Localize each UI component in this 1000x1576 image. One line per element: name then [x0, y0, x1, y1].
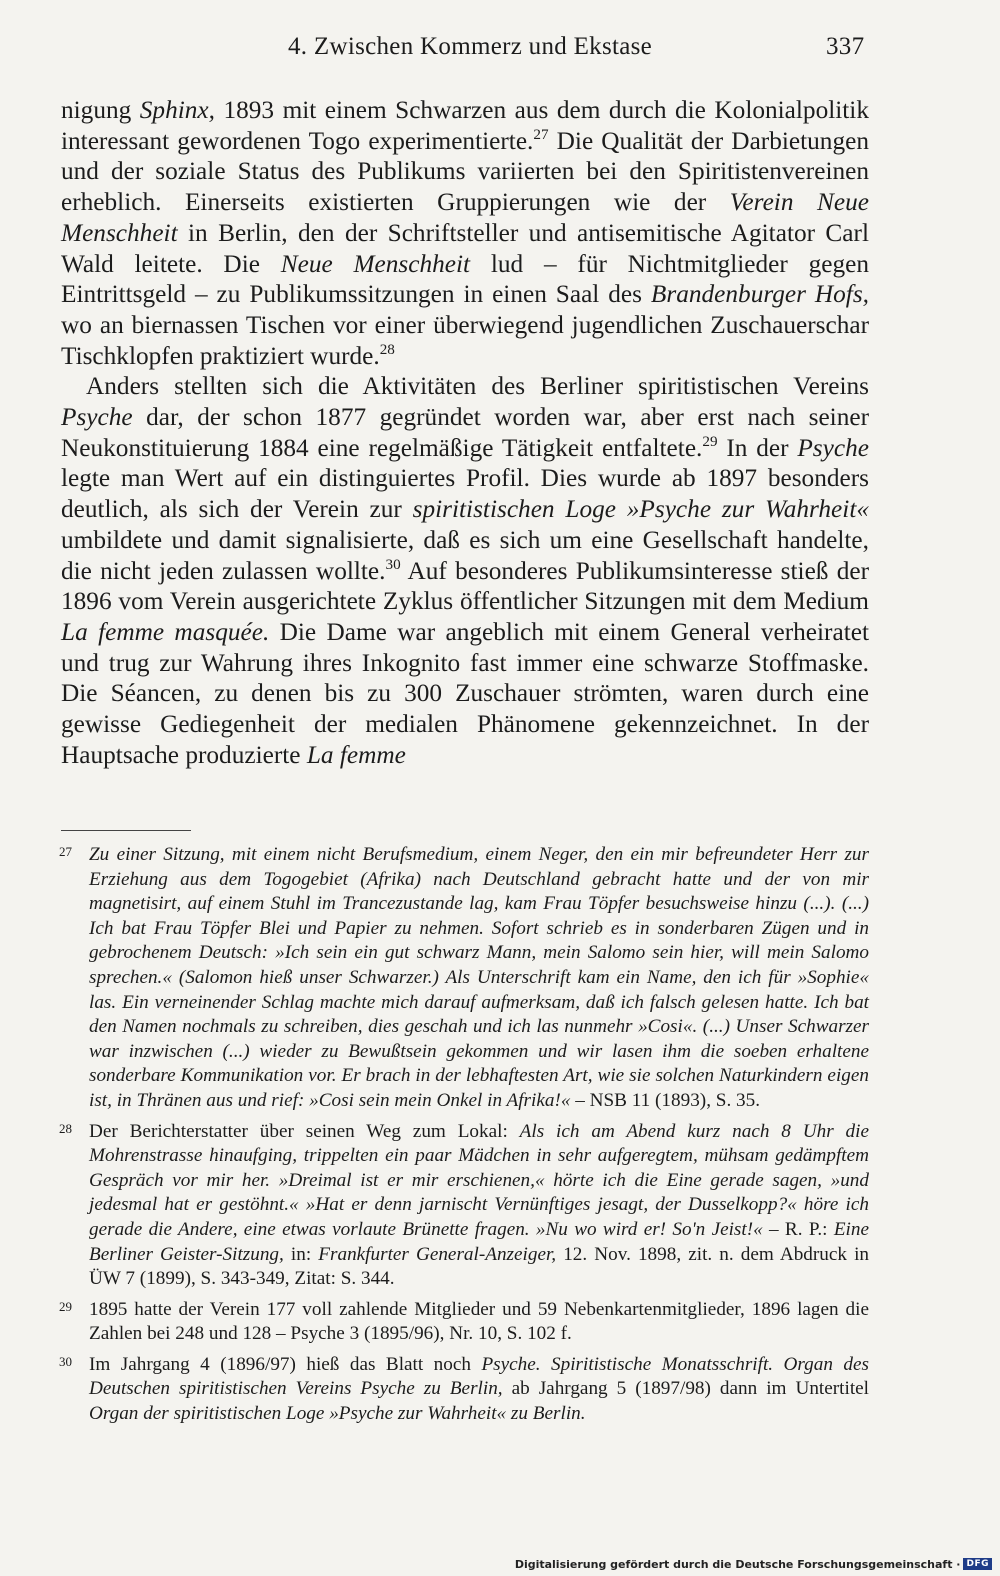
text-span: lud – für Nichtmitglieder gegen Eintrittsgeld – zu Publikumssitzungen in einen Saal des — [61, 249, 870, 309]
text-span: dar, der schon 1877 gegründet worden war, aber erst nach seiner Neukonstituierung 1884 eine regelmäßige Tätigkeit entfaltete. — [61, 403, 869, 462]
footnote-text: in: — [283, 1243, 319, 1265]
text-span: Die Dame war angeblich mit einem General verheiratet und trug zur Wahrung ihres Inkognito fast immer eine schwarze Stoffmaske. Die Séancen, zu denen bis zu 300 Zuschauer strömten, waren durch eine gewisse Gediegenheit der medialen Phänomene gekennzeichnet. In der Hauptsache produzierte — [61, 617, 869, 769]
footnote-ref-27: 27 — [533, 125, 549, 143]
footnote-ref-28: 28 — [379, 340, 395, 358]
text-span: umbildete und damit signalisierte, daß es sich um eine Gesellschaft handelte, die nicht jeden zulassen wollte. — [61, 525, 869, 585]
paragraph-2 — [61, 371, 869, 770]
page-number: 337 — [826, 33, 865, 60]
footnote-title: Eine Berliner Geister-Sitzung, — [89, 1218, 869, 1265]
text-span: wo an biernassen Tischen vor einer überwiegend jugendlichen Zuschauerschar Tischklopfen praktiziert wurde. — [61, 310, 869, 370]
text-span: 1893 mit einem Schwarzen aus dem durch die Kolonialpolitik interessant gewordenen Togo experimentierte. — [61, 96, 869, 155]
italic-term: Brandenburger Hofs, — [650, 280, 870, 309]
footnote-text: 1895 hatte der Verein 177 voll zahlende Mitglieder und 59 Nebenkartenmitglieder, 1896 lagen die Zahlen bei 248 und 128 – Psyche 3 (1895/96), Nr. 10, S. 102 f. — [89, 1298, 869, 1345]
dfg-logo: DFG — [963, 1558, 992, 1570]
footnote-quote: Als ich am Abend kurz nach 8 Uhr die Mohrenstrasse hinaufging, trippelten ein paar Mädchen in sehr aufgeregtem, mühsam gedämpftem Gespräch vor mir her. »Dreimal ist er mir erschienen,« hörte ich die Eine gerade sagen, »und jedesmal hat er gestöhnt.« »Hat er denn jarnischt Vernünftiges jesagt, der Dusselkopp?« höre ich gerade die Andere, eine etwas vorlaute Brünette fragen. »Nu wo wird er! So'n Jeist!« — [89, 1120, 869, 1240]
italic-term: Psyche — [797, 433, 869, 462]
italic-term: La femme — [306, 740, 406, 769]
footnote-27 — [61, 843, 869, 1114]
footnote-text: Der Berichterstatter über seinen Weg zum Lokal: — [89, 1120, 520, 1142]
footnote-text: 12. Nov. 1898, zit. n. dem Abdruck in ÜW 7 (1899), S. 343-349, Zitat: S. 344. — [89, 1243, 869, 1290]
text-span: legte man Wert auf ein distinguiertes Profil. Dies wurde ab 1897 besonders deutlich, als sich der Verein zur — [61, 464, 869, 524]
footnote-number: 28 — [59, 1120, 72, 1136]
text-span: nigung — [61, 96, 140, 124]
footnote-title: Organ der spiritistischen Loge »Psyche zur Wahrheit« zu Berlin. — [89, 1403, 586, 1425]
digitization-credit — [515, 1556, 992, 1572]
footnote-30 — [61, 1353, 869, 1427]
footnotes — [61, 843, 869, 1433]
footnote-citation: – NSB 11 (1893), S. 35. — [570, 1089, 761, 1111]
italic-term: Psyche — [61, 403, 133, 432]
footnote-28 — [61, 1120, 869, 1292]
footnote-divider — [61, 830, 191, 831]
text-span: Die Qualität der Darbietungen und der soziale Status des Publikums variierten bei den Spiritistenvereinen erheblich. Einerseits existierten Gruppierungen wie der — [61, 126, 869, 217]
italic-term: Neue Menschheit — [280, 249, 471, 278]
footnote-quote: Zu einer Sitzung, mit einem nicht Berufsmedium, einem Neger, den ein mir befreundeter Herr zur Erziehung aus dem Togogebiet (Afrika) nach Deutschland gebracht hatte und der von mir magnetisirt, auf einem Stuhl im Trancezustande lag, kam Frau Töpfer besuchsweise hinzu (...). (...) Ich bat Frau Töpfer Blei und Papier zu nehmen. Sofort schrieb es in sonderbaren Zügen und in gebrochenem Deutsch: »Ich sein ein gut schwarz Mann, mein Salomo sein hier, will mein Salomo sprechen.« (Salomon hieß unser Schwarzer.) Als Unterschrift kam ein Name, den ich für »Sophie« las. Ein verneinender Schlag machte mich darauf aufmerksam, daß ich falsch gelesen hatte. Ich bat den Namen nochmals zu schreiben, dies geschah und ich las nunmehr »Cosi«. (...) Unser Schwarzer war inzwischen (...) wieder zu Bewußtsein gekommen und wir lasen ihm die soeben erhaltene sonderbare Kommunikation vor. Er brach in der lebhaftesten Art, wie sie solchen Naturkindern eigen ist, in Thränen aus und rief: »Cosi sein mein Onkel in Afrika!« — [89, 844, 869, 1111]
running-head — [0, 33, 1000, 67]
footnote-number: 27 — [59, 844, 72, 859]
text-span: Auf besonderes Publikumsinteresse stieß der 1896 vom Verein ausgerichtete Zyklus öffentlicher Sitzungen mit dem Medium — [61, 556, 869, 616]
paragraph-1 — [61, 95, 869, 371]
footnote-number: 29 — [59, 1298, 72, 1314]
italic-term: spiritistischen Loge »Psyche zur Wahrheit« — [412, 495, 869, 524]
text-span: Anders stellten sich die Aktivitäten des Berliner spiritistischen Vereins — [86, 372, 869, 401]
text-span: in Berlin, den der Schriftsteller und antisemitische Agitator Carl Wald leitete. Die — [61, 218, 869, 278]
footnote-journal: Frankfurter General-Anzeiger, — [318, 1243, 557, 1265]
chapter-title: 4. Zwischen Kommerz und Ekstase — [288, 33, 653, 60]
footnote-text: Im Jahrgang 4 (1896/97) hieß das Blatt noch — [89, 1353, 482, 1375]
footnote-ref-29: 29 — [702, 432, 718, 450]
footnote-title: Psyche. Spiritistische Monatsschrift. Organ des Deutschen spiritistischen Vereins Psyche zu Berlin, — [89, 1353, 869, 1400]
footnote-text: ab Jahrgang 5 (1897/98) dann im Untertitel — [502, 1378, 869, 1400]
italic-term: Verein Neue Menschheit — [61, 188, 869, 247]
italic-term: La femme masquée. — [61, 617, 270, 646]
main-text — [61, 95, 869, 770]
footnote-ref-30: 30 — [385, 555, 401, 573]
footnote-text: – R. P.: — [762, 1218, 834, 1240]
credit-text: Digitalisierung gefördert durch die Deutsche Forschungsgemeinschaft · — [514, 1557, 961, 1571]
italic-term: Sphinx, — [139, 96, 215, 124]
footnote-29 — [61, 1298, 869, 1347]
text-span: In der — [717, 433, 798, 462]
footnote-number: 30 — [59, 1353, 72, 1369]
